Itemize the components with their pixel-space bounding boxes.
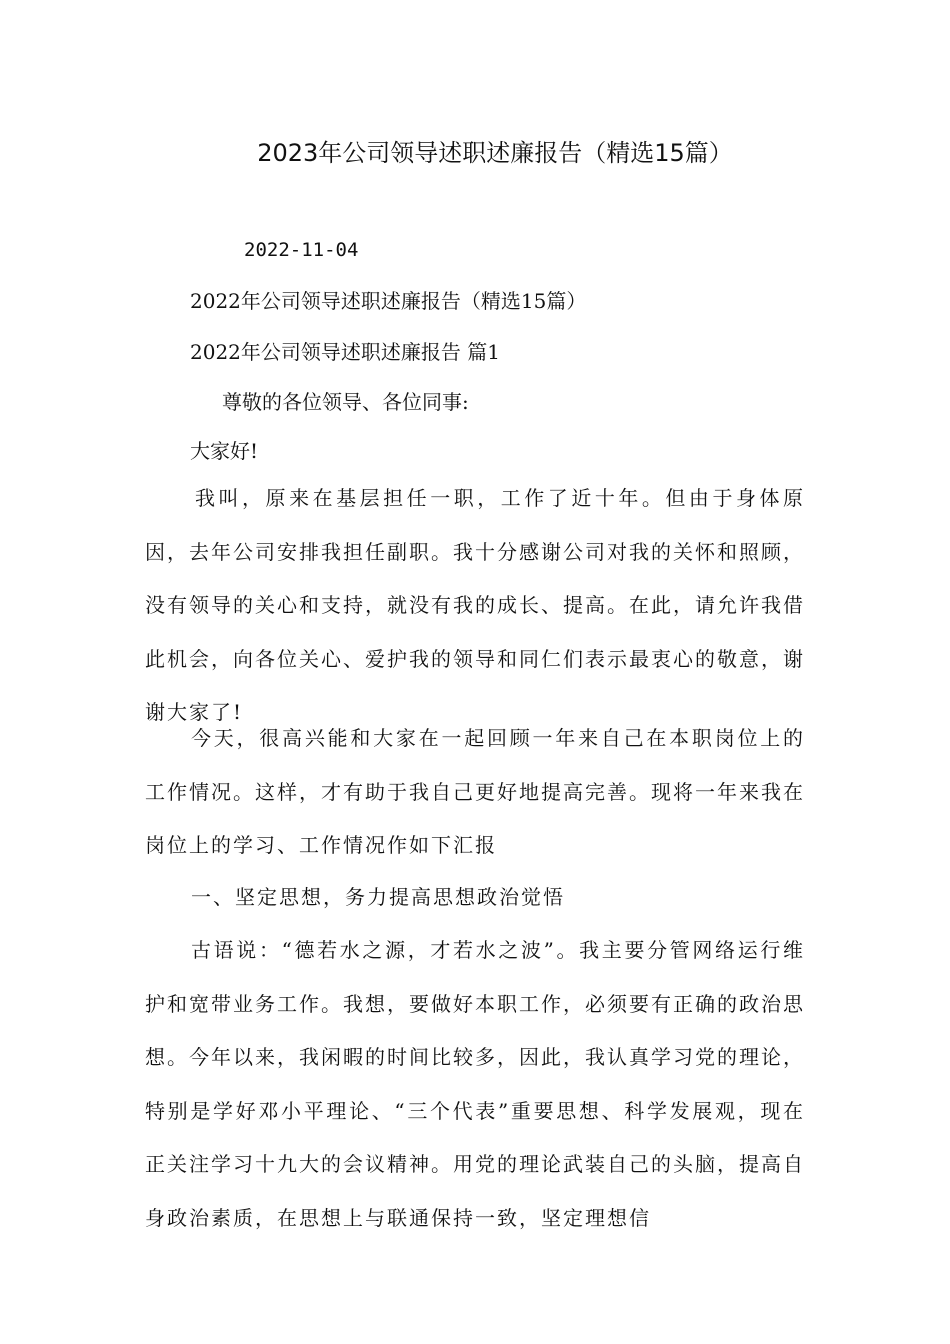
- section-heading-one: 一、坚定思想，务力提高思想政治觉悟: [191, 885, 565, 909]
- greeting: 大家好!: [190, 439, 259, 463]
- salutation: 尊敬的各位领导、各位同事:: [222, 390, 469, 414]
- section-heading: 2022年公司领导述职述廉报告 篇1: [190, 340, 500, 364]
- paragraph-review: 今天，很高兴能和大家在一起回顾一年来自己在本职岗位上的工作情况。这样，才有助于我自己更好地提高完善。现将一年来我在岗位上的学习、工作情况作如下汇报: [145, 726, 805, 858]
- document-title: 2023年公司领导述职述廉报告（精选15篇）: [257, 139, 733, 167]
- document-date: 2022-11-04: [244, 239, 359, 261]
- document-subtitle: 2022年公司领导述职述廉报告（精选15篇）: [190, 289, 587, 313]
- paragraph-political-study: 古语说：“德若水之源，才若水之波”。我主要分管网络运行维护和宽带业务工作。我想，要做好本职工作，必须要有正确的政治思想。今年以来，我闲暇的时间比较多，因此，我认真学习党的理论，特别是学好邓小平理论、“三个代表”重要思想、科学发展观，现在正关注学习十九大的会议精神。用党的理论武装自己的头脑，提高自身政治素质，在思想上与联通保持一致，坚定理想信: [145, 938, 805, 1230]
- paragraph-introduction: 我叫，原来在基层担任一职，工作了近十年。但由于身体原因，去年公司安排我担任副职。我十分感谢公司对我的关怀和照顾，没有领导的关心和支持，就没有我的成长、提高。在此，请允许我借此机会，向各位关心、爱护我的领导和同仁们表示最衷心的敬意，谢谢大家了!: [145, 486, 805, 725]
